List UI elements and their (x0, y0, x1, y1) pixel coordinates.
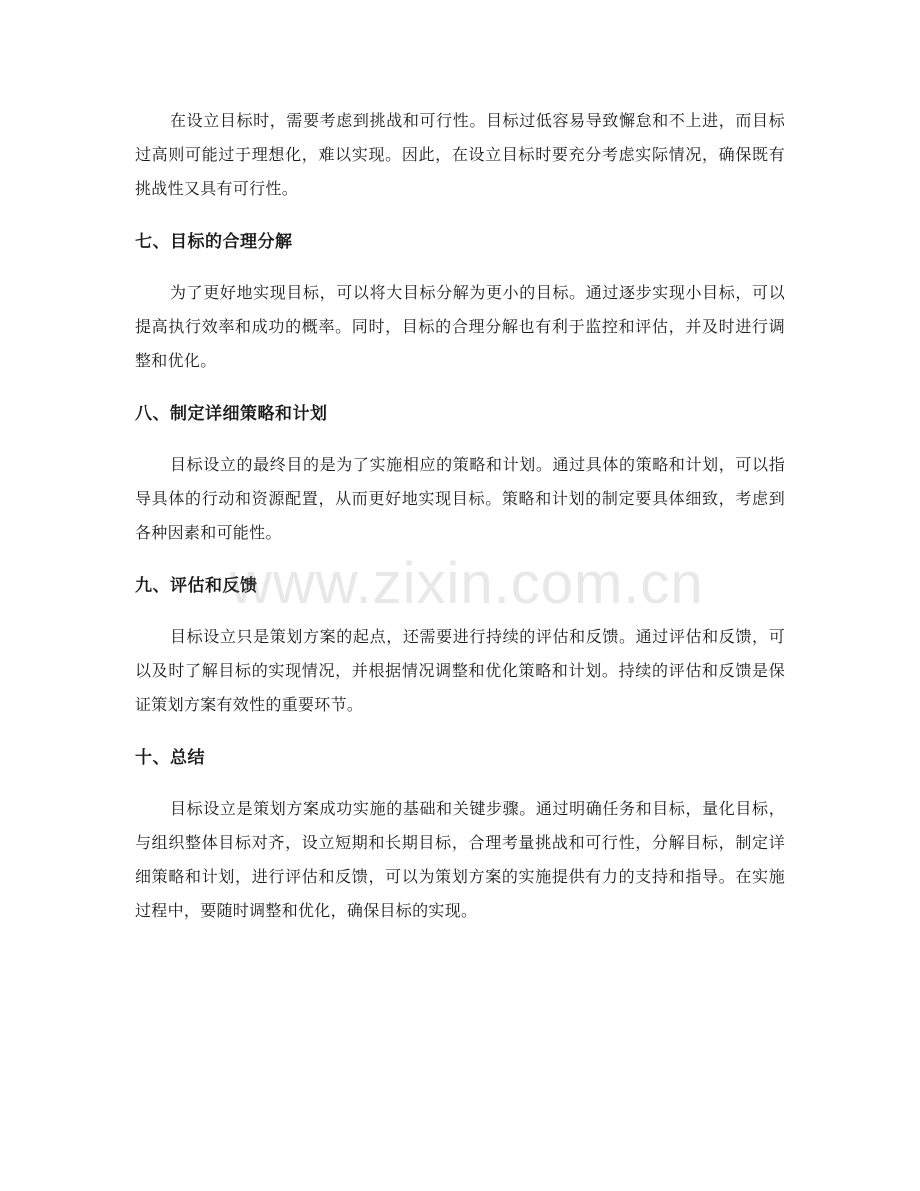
section-heading: 七、目标的合理分解 (135, 232, 293, 252)
section-heading: 八、制定详细策略和计划 (135, 404, 328, 424)
section-paragraph: 目标设立是策划方案成功实施的基础和关键步骤。通过明确任务和目标，量化目标，与组织整体目标对齐，设立短期和长期目标，合理考量挑战和可行性，分解目标，制定详细策略和计划，进行评估和反馈，可以为策划方案的实施提供有力的支持和指导。在实施过程中，要随时调整和优化，确保目标的实现。 (135, 799, 785, 920)
section-8 (135, 400, 785, 550)
section-paragraph: 为了更好地实现目标，可以将大目标分解为更小的目标。通过逐步实现小目标，可以提高执行效率和成功的概率。同时，目标的合理分解也有利于监控和评估，并及时进行调整和优化。 (135, 283, 785, 370)
section-heading: 十、总结 (135, 748, 205, 768)
document-content (135, 104, 785, 936)
intro-paragraph: 在设立目标时，需要考虑到挑战和可行性。目标过低容易导致懈怠和不上进，而目标过高则可能过于理想化，难以实现。因此，在设立目标时要充分考虑实际情况，确保既有挑战性又具有可行性。 (135, 111, 785, 198)
watermark-text: www.zixin.com.cn (230, 551, 704, 616)
section-heading: 九、评估和反馈 (135, 576, 258, 596)
section-7 (135, 228, 785, 378)
section-paragraph: 目标设立只是策划方案的起点，还需要进行持续的评估和反馈。通过评估和反馈，可以及时了解目标的实现情况，并根据情况调整和优化策略和计划。持续的评估和反馈是保证策划方案有效性的重要环节。 (135, 627, 785, 714)
section-10 (135, 744, 785, 928)
section-paragraph: 目标设立的最终目的是为了实施相应的策略和计划。通过具体的策略和计划，可以指导具体的行动和资源配置，从而更好地实现目标。策略和计划的制定要具体细致，考虑到各种因素和可能性。 (135, 455, 785, 542)
